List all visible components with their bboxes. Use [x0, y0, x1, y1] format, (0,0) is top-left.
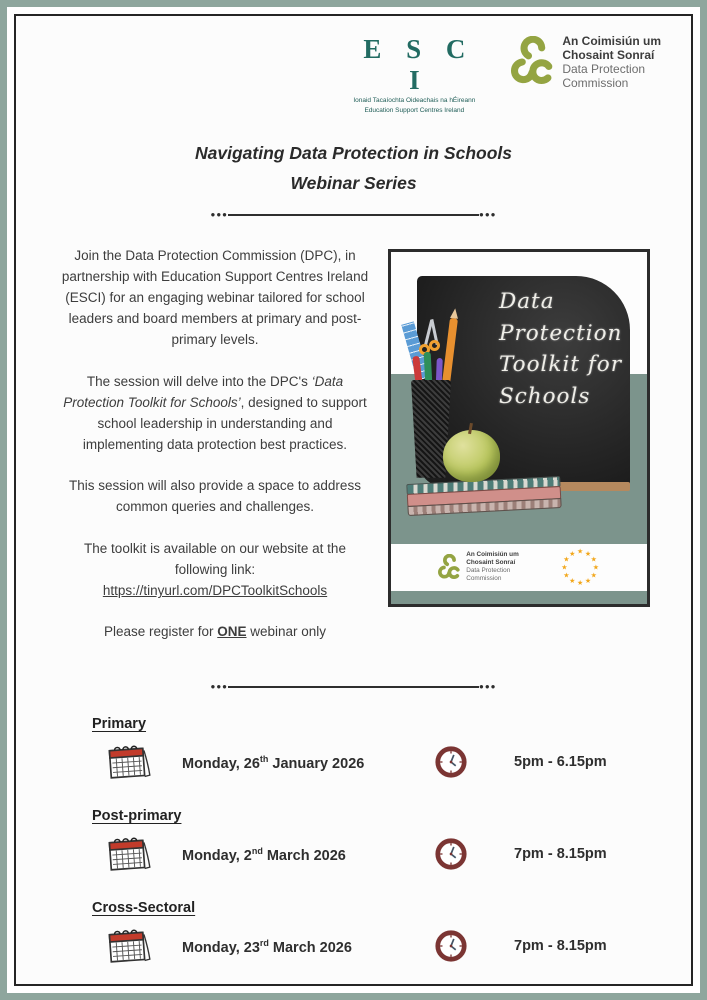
- date-ordinal: rd: [259, 937, 269, 948]
- session-date: [182, 754, 434, 772]
- esci-acronym: E S C I: [363, 34, 475, 95]
- scissors-handle-2: [429, 340, 440, 351]
- svg-text:★: ★: [584, 551, 591, 559]
- svg-text:★: ★: [576, 548, 583, 556]
- divider2-line: [228, 686, 479, 688]
- calendar-icon: [104, 833, 152, 875]
- eu-stars-icon: [559, 546, 601, 588]
- flyer-content-frame: [14, 14, 693, 986]
- cover-logo-band: [391, 544, 647, 591]
- clock-icon: [434, 837, 468, 871]
- date-rest: January 2026: [268, 755, 365, 772]
- body-section: [56, 245, 657, 664]
- clock-icon: [434, 745, 468, 779]
- webinar-schedule: [16, 716, 691, 967]
- esci-logo: [345, 34, 483, 116]
- flyer-paper: [7, 7, 700, 993]
- session-primary: [16, 716, 691, 783]
- svg-text:★: ★: [568, 551, 575, 559]
- chalkboard-text: [499, 286, 622, 413]
- intro-text-column: [56, 245, 374, 664]
- session-row: [104, 833, 691, 875]
- intro-paragraph-1: Join the Data Protection Commission (DPC), in partnership with Education Support Centres Ireland (ESCI) for an engaging webinar tailored for school leaders and board members at primary and post-primary levels.: [61, 247, 369, 347]
- toolkit-title-italic: ‘Data Protection Toolkit for Schools’: [63, 373, 344, 411]
- ornament-divider-bottom: [211, 683, 497, 691]
- cover-dpc-line1: An Coimisiún um: [466, 551, 519, 559]
- register-note-before: Please register for: [103, 624, 218, 640]
- svg-text:★: ★: [590, 556, 597, 564]
- dpc-name-irish-2: Chosaint Sonraí: [562, 48, 655, 63]
- dpc-logo: [509, 34, 661, 91]
- chalk-line-4: Schools: [499, 384, 591, 410]
- svg-text:★: ★: [592, 564, 599, 572]
- intro-paragraph-2: [56, 371, 374, 455]
- title-block: [16, 138, 691, 219]
- session-row: [104, 925, 691, 967]
- dpc-knot-icon: [509, 36, 555, 88]
- chalk-line-2: Protection: [499, 320, 623, 346]
- divider2-dots-left: ●●●: [210, 682, 228, 692]
- svg-text:★: ★: [563, 572, 570, 580]
- date-main: Monday, 23: [182, 939, 260, 956]
- cover-dpc-text: [466, 551, 519, 583]
- date-ordinal: nd: [251, 845, 263, 856]
- intro-paragraph-3: This session will also provide a space to address common queries and challenges.: [69, 478, 361, 515]
- session-date: [182, 846, 434, 864]
- dpc-name-english-1: Data Protection: [562, 62, 646, 77]
- register-note: [56, 621, 374, 642]
- date-main: Monday, 26: [182, 755, 260, 772]
- date-rest: March 2026: [268, 939, 352, 956]
- session-label-post-primary: Post-primary: [92, 808, 182, 825]
- register-note-one: ONE: [217, 624, 247, 640]
- session-label-primary: Primary: [92, 716, 147, 733]
- register-note-after: webinar only: [246, 624, 327, 640]
- dpc-logo-text: [562, 34, 661, 91]
- session-date: [182, 938, 434, 956]
- cover-dpc-logo: [437, 551, 519, 583]
- page-title-line2: Webinar Series: [290, 173, 417, 194]
- cover-dpc-knot-icon: [437, 554, 461, 581]
- date-ordinal: th: [259, 753, 269, 764]
- dpc-name-english-2: Commission: [562, 76, 629, 91]
- divider-dots-left: ●●●: [210, 209, 228, 219]
- session-cross-sectoral: [16, 900, 691, 967]
- session-time: 7pm - 8.15pm: [514, 938, 607, 955]
- cover-dpc-line2: Chosaint Sonraí: [466, 559, 516, 567]
- page-title-line1: Navigating Data Protection in Schools: [195, 142, 512, 163]
- intro-p2-before: The session will delve into the DPC's: [86, 373, 312, 389]
- session-time: 7pm - 8.15pm: [514, 846, 607, 863]
- cover-dpc-line4: Commission: [466, 575, 502, 583]
- divider-dots-right: ●●●: [479, 209, 497, 219]
- divider2-dots-right: ●●●: [479, 682, 497, 692]
- apple-icon: [443, 430, 500, 482]
- ornament-divider-top: [211, 211, 497, 219]
- chalk-line-1: Data: [499, 288, 555, 314]
- svg-text:★: ★: [560, 564, 568, 572]
- session-row: [104, 741, 691, 783]
- intro-p4-text: The toolkit is available on our website at the following link:: [84, 541, 346, 578]
- date-main: Monday, 2: [182, 847, 252, 864]
- svg-text:★: ★: [584, 578, 591, 586]
- date-rest: March 2026: [262, 847, 346, 864]
- session-label-cross-sectoral: Cross-Sectoral: [92, 900, 196, 917]
- toolkit-link[interactable]: https://tinyurl.com/DPCToolkitSchools: [102, 583, 328, 599]
- session-time: 5pm - 6.15pm: [514, 754, 607, 771]
- svg-text:★: ★: [563, 556, 570, 564]
- session-post-primary: [16, 808, 691, 875]
- clock-icon: [434, 929, 468, 963]
- chalk-line-3: Toolkit for: [499, 352, 622, 378]
- esci-subtitle-irish: Ionaid Tacaíochta Oideachais na hÉireann: [353, 97, 476, 104]
- svg-text:★: ★: [590, 572, 597, 580]
- dpc-name-irish-1: An Coimisiún um: [562, 34, 661, 48]
- svg-text:★: ★: [576, 580, 583, 588]
- svg-text:★: ★: [568, 578, 575, 586]
- calendar-icon: [104, 925, 152, 967]
- calendar-icon: [104, 741, 152, 783]
- toolkit-cover: [388, 249, 650, 607]
- intro-p2-after: , designed to support school leadership in understanding and implementing data protection best practices.: [82, 395, 367, 453]
- esci-subtitle-english: Education Support Centres Ireland: [364, 106, 465, 114]
- header-logos: [16, 16, 691, 116]
- cover-dpc-line3: Data Protection: [466, 567, 511, 575]
- divider-line: [228, 214, 479, 216]
- toolkit-cover-image: [388, 249, 650, 664]
- intro-paragraph-4: [56, 538, 374, 601]
